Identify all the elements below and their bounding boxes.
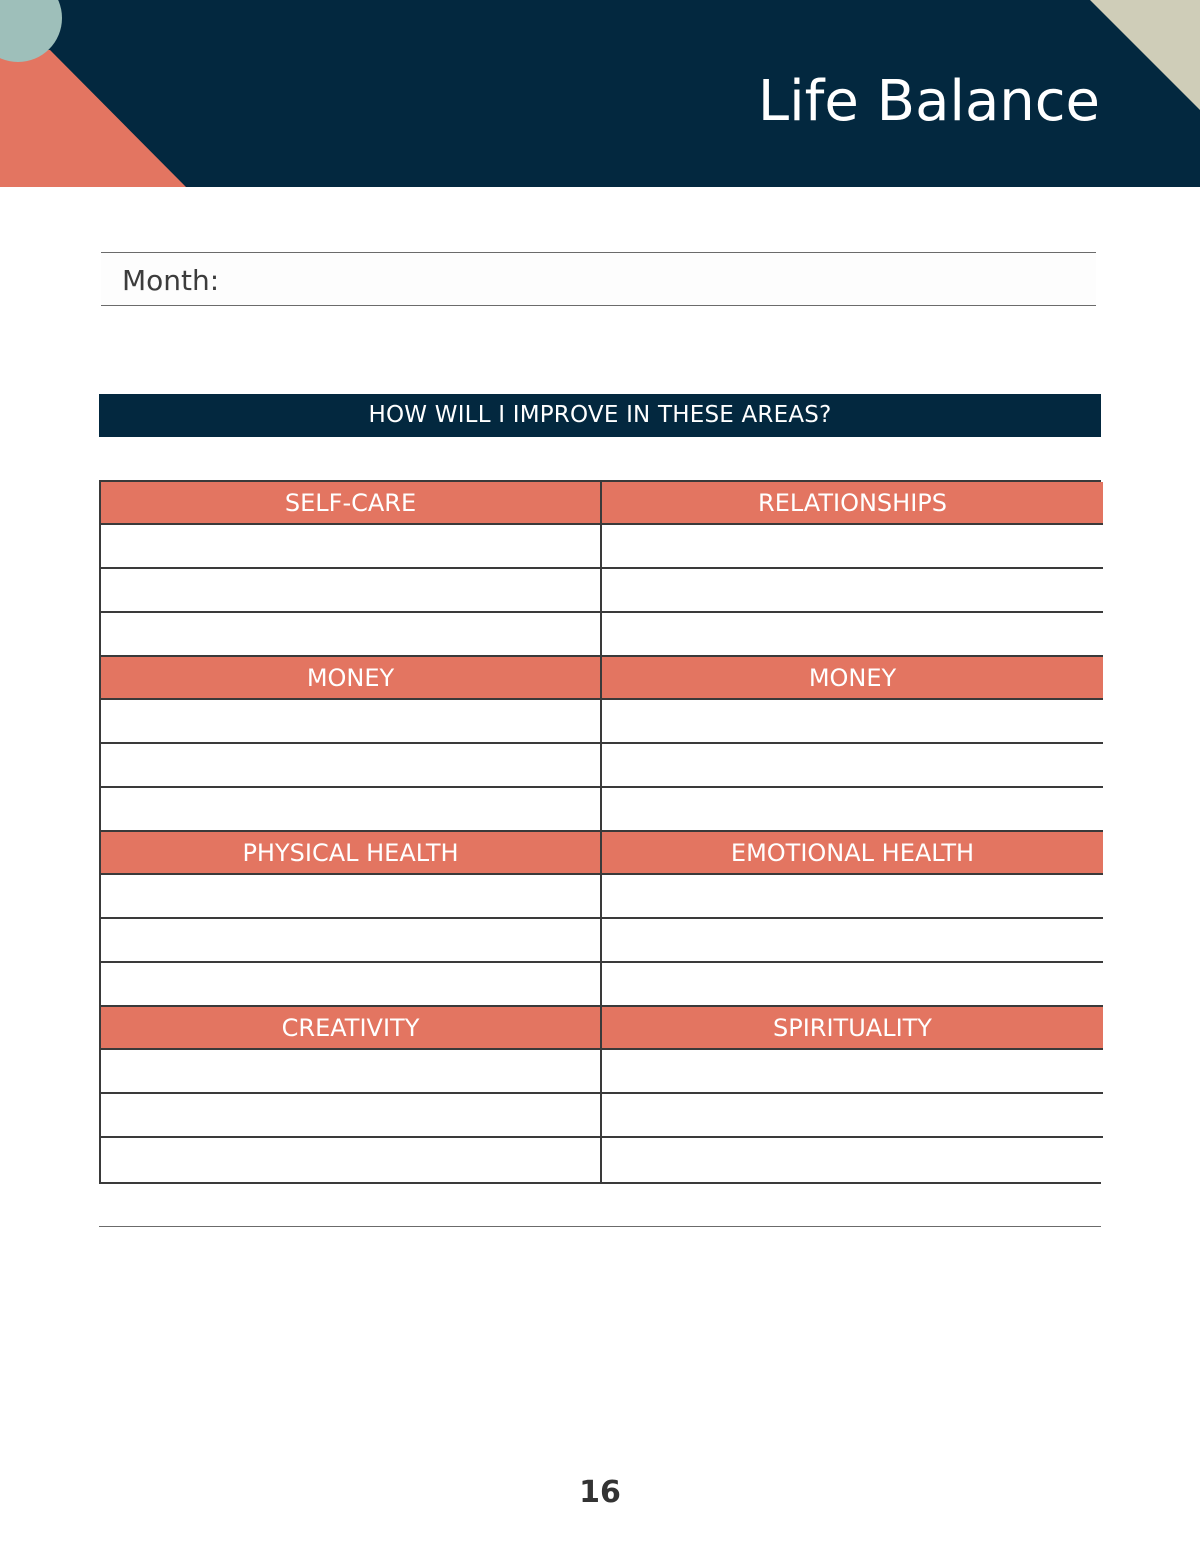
month-field[interactable] [101,252,1096,306]
area-writing-line[interactable] [602,613,1103,657]
area-writing-line[interactable] [602,963,1103,1007]
area-header: RELATIONSHIPS [602,482,1103,525]
header-band [0,0,1200,187]
area-writing-line[interactable] [101,744,600,788]
area-header: EMOTIONAL HEALTH [602,832,1103,875]
area-block [101,482,602,657]
area-writing-line[interactable] [602,744,1103,788]
page-title: Life Balance [757,69,1100,134]
section-banner: HOW WILL I IMPROVE IN THESE AREAS? [99,394,1101,437]
area-header: SELF-CARE [101,482,600,525]
area-writing-line[interactable] [101,1050,600,1094]
area-block [101,657,602,832]
area-block [602,657,1103,832]
area-writing-line[interactable] [101,788,600,832]
coral-triangle-shape [0,48,186,187]
area-writing-line[interactable] [101,1138,600,1182]
month-label: Month: [122,264,220,297]
area-header: MONEY [101,657,600,700]
area-writing-line[interactable] [602,1094,1103,1138]
area-writing-line[interactable] [602,788,1103,832]
area-writing-line[interactable] [101,1094,600,1138]
area-writing-line[interactable] [602,700,1103,744]
area-writing-line[interactable] [101,525,600,569]
area-block [101,832,602,1007]
area-writing-line[interactable] [602,525,1103,569]
teal-circle-shape [0,0,62,62]
area-writing-line[interactable] [602,569,1103,613]
area-writing-line[interactable] [602,919,1103,963]
area-header: MONEY [602,657,1103,700]
area-writing-line[interactable] [101,875,600,919]
area-writing-line[interactable] [101,569,600,613]
area-block [602,832,1103,1007]
bottom-divider [99,1226,1101,1227]
area-block [101,1007,602,1182]
area-writing-line[interactable] [101,700,600,744]
area-writing-line[interactable] [602,1050,1103,1094]
area-writing-line[interactable] [602,875,1103,919]
area-writing-line[interactable] [101,919,600,963]
page-number: 16 [579,1475,621,1510]
sand-triangle-shape [1090,0,1200,110]
area-writing-line[interactable] [101,613,600,657]
area-header: SPIRITUALITY [602,1007,1103,1050]
area-header: PHYSICAL HEALTH [101,832,600,875]
area-header: CREATIVITY [101,1007,600,1050]
area-writing-line[interactable] [602,1138,1103,1182]
area-block [602,1007,1103,1182]
area-writing-line[interactable] [101,963,600,1007]
area-block [602,482,1103,657]
areas-grid [99,480,1101,1184]
